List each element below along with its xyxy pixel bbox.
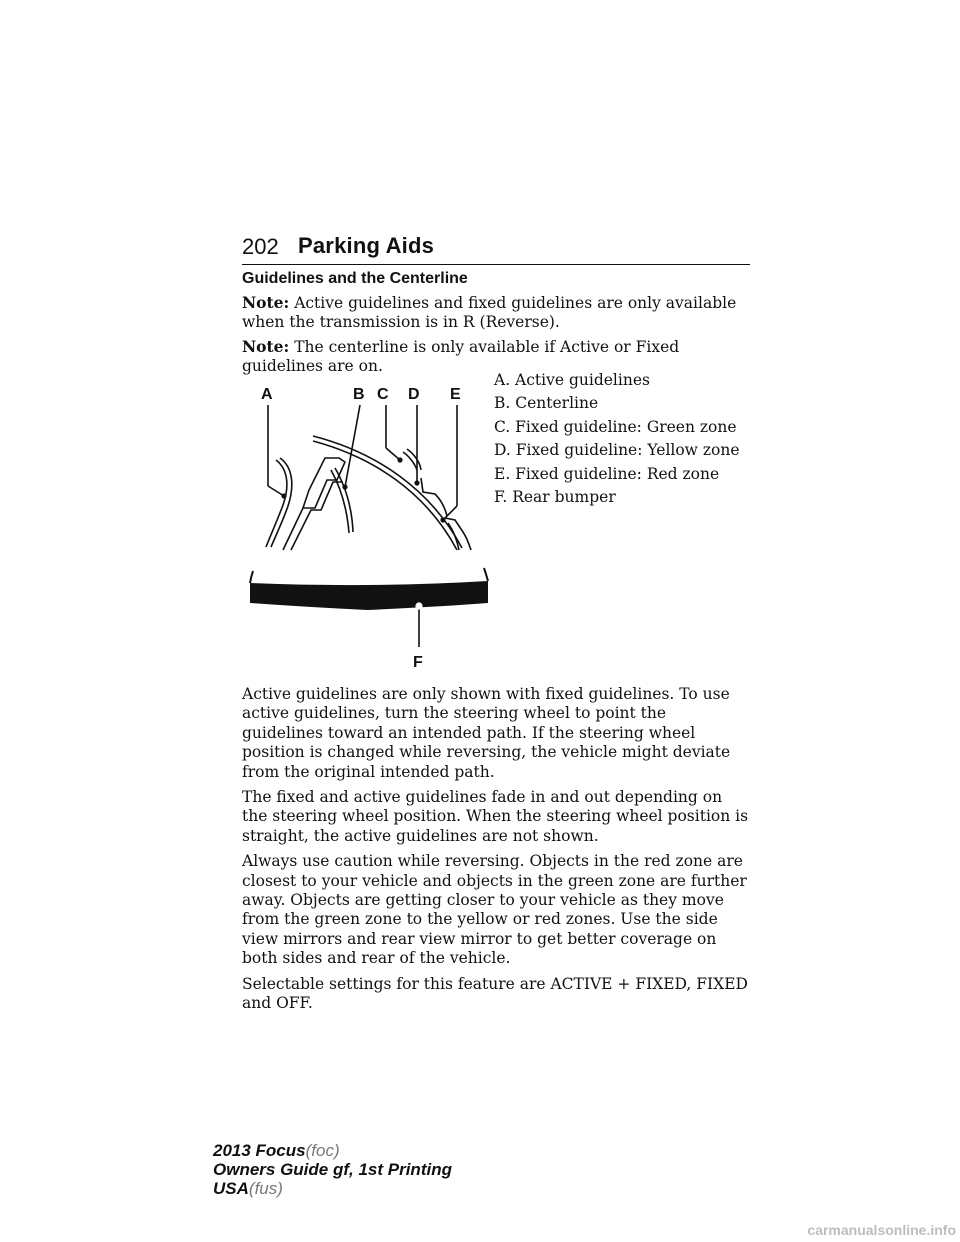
body-text <box>242 685 750 1020</box>
page-number: 202 <box>242 234 279 259</box>
paragraph-active-guidelines: Active guidelines are only shown with fixed guidelines. To use active guidelines, turn the steering wheel to point the guidelines toward an intended path. If the steering wheel position is changed while reversing, the vehicle might deviate from the original intended path. <box>242 685 731 781</box>
legend-item-d: D. Fixed guideline: Yellow zone <box>494 441 740 460</box>
paragraph-fade: The fixed and active guidelines fade in and out depending on the steering wheel position. When the steering wheel position is straight, the active guidelines are not shown. <box>242 788 749 845</box>
legend-item-e: E. Fixed guideline: Red zone <box>494 464 720 483</box>
note-label: Note: <box>242 293 290 312</box>
page-header <box>242 234 750 265</box>
note-text: Active guidelines and fixed guidelines are only available when the transmission is in R (Reverse). <box>242 294 737 332</box>
figure-legend <box>494 371 754 511</box>
note-active-guidelines <box>242 293 750 333</box>
guidelines-diagram <box>245 370 495 670</box>
label-b: B <box>353 386 365 403</box>
legend-item-f: F. Rear bumper <box>494 487 616 506</box>
label-e: E <box>450 386 461 403</box>
footer-line-2: Owners Guide gf, 1st Printing <box>213 1160 452 1179</box>
rear-bumper <box>250 581 488 610</box>
label-a: A <box>261 386 273 403</box>
fixed-guideline-right-outer <box>313 436 462 548</box>
dot-f <box>416 603 422 609</box>
leader-a-2 <box>268 486 284 496</box>
label-d: D <box>408 386 420 403</box>
legend-item-a: A. Active guidelines <box>494 371 650 389</box>
active-guideline-left-inner <box>271 458 292 547</box>
leader-b <box>345 405 360 487</box>
fixed-guideline-left-outer <box>283 458 345 550</box>
dot-d <box>414 480 419 485</box>
dot-b <box>342 484 347 489</box>
note-text: The centerline is only available if Active or Fixed guidelines are on. <box>242 338 680 376</box>
dot-e <box>440 517 445 522</box>
watermark: carmanualsonline.info <box>807 1222 956 1238</box>
legend-item-b: B. Centerline <box>494 394 599 413</box>
footer-line-3 <box>213 1179 452 1198</box>
bumper-corner-left <box>250 571 253 583</box>
footer-line-1 <box>213 1141 452 1160</box>
paragraph-caution: Always use caution while reversing. Objects in the red zone are closest to your vehicle and objects in the green zone are further away. Objects are getting closer to your vehicle as they move from the green zone to the yellow or red zones. Use the side view mirrors and rear view mirror to get better coverage on both sides and rear of the vehicle. <box>242 852 747 968</box>
dot-c <box>397 457 402 462</box>
dot-a <box>281 493 286 498</box>
footer-model: 2013 Focus <box>213 1141 306 1160</box>
page-footer <box>213 1141 452 1198</box>
green-zone-segment-2 <box>407 449 421 470</box>
chapter-title: Parking Aids <box>298 233 435 258</box>
footer-market-code: (fus) <box>248 1179 283 1198</box>
bumper-corner-right <box>484 568 488 581</box>
footer-model-code: (foc) <box>305 1141 340 1160</box>
note-label: Note: <box>242 337 290 356</box>
leader-c-2 <box>386 448 400 460</box>
paragraph-settings: Selectable settings for this feature are ACTIVE + FIXED, FIXED and OFF. <box>242 974 748 1013</box>
green-zone-segment <box>403 452 417 470</box>
section-heading: Guidelines and the Centerline <box>242 270 468 287</box>
footer-market: USA <box>213 1179 249 1198</box>
legend-item-c: C. Fixed guideline: Green zone <box>494 417 737 436</box>
label-c: C <box>377 386 389 403</box>
label-f: F <box>413 654 423 670</box>
